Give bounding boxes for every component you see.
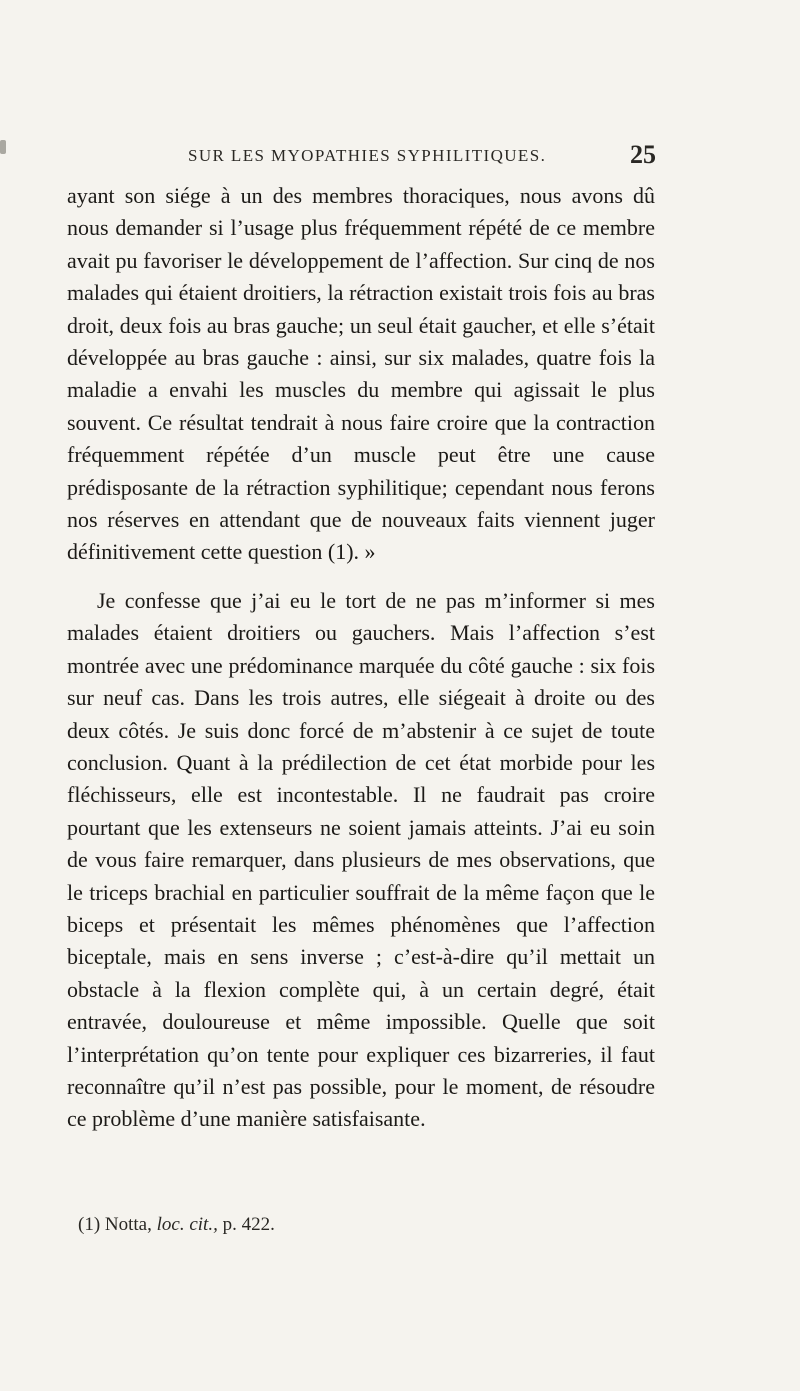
page-number: 25 (630, 140, 656, 169)
running-head (66, 140, 656, 170)
paragraph-1: ayant son siége à un des membres thoraciques, nous avons dû nous demander si l’usage plus fréquemment répété de ce membre avait pu favoriser le développement de l’affection. Sur cinq de nos malades qui étaient droitiers, la rétraction existait trois fois au bras droit, deux fois au bras gauche; un seul était gaucher, et elle s’était développée au bras gauche : ainsi, sur six malades, quatre fois la maladie a envahi les muscles du membre qui agissait le plus souvent. Ce résultat tendrait à nous faire croire que la contraction fréquemment répétée d’un muscle peut être une cause prédisposante de la rétraction syphilitique; cependant nous ferons nos réserves en attendant que de nouveaux faits viennent juger définitivement cette question (1). » (67, 183, 655, 565)
footnote-marker: (1) (78, 1214, 101, 1235)
footnote (78, 1214, 275, 1236)
footnote-page: p. 422. (222, 1214, 275, 1235)
page-edge-mark (0, 140, 6, 154)
body-text (67, 180, 655, 1136)
paragraph-2: Je confesse que j’ai eu le tort de ne pas m’informer si mes malades étaient droitiers ou gauchers. Mais l’affection s’est montrée avec une prédominance marquée du côté gauche : six fois sur neuf cas. Dans les trois autres, elle siégeait à droite ou des deux côtés. Je suis donc forcé de m’abstenir à ce sujet de toute conclusion. Quant à la prédilection de cet état morbide pour les fléchisseurs, elle est incontestable. Il ne faudrait pas croire pourtant que les extenseurs ne soient jamais atteints. J’ai eu soin de vous faire remarquer, dans plusieurs de mes observations, que le triceps brachial en particulier souffrait de la même façon que le biceps et présentait les mêmes phénomènes que l’affection biceptale, mais en sens inverse ; c’est-à-dire qu’il mettait un obstacle à la flexion complète qui, à un certain degré, était entravée, douloureuse et même impossible. Quelle que soit l’interprétation qu’on tente pour expliquer ces bizarreries, il faut reconnaître qu’il n’est pas possible, pour le moment, de résoudre ce problème d’une manière satisfaisante. (67, 587, 655, 1132)
footnote-citation: loc. cit., (156, 1214, 218, 1235)
footnote-author: Notta, (104, 1214, 152, 1235)
running-title: SUR LES MYOPATHIES SYPHILITIQUES. (188, 146, 547, 165)
